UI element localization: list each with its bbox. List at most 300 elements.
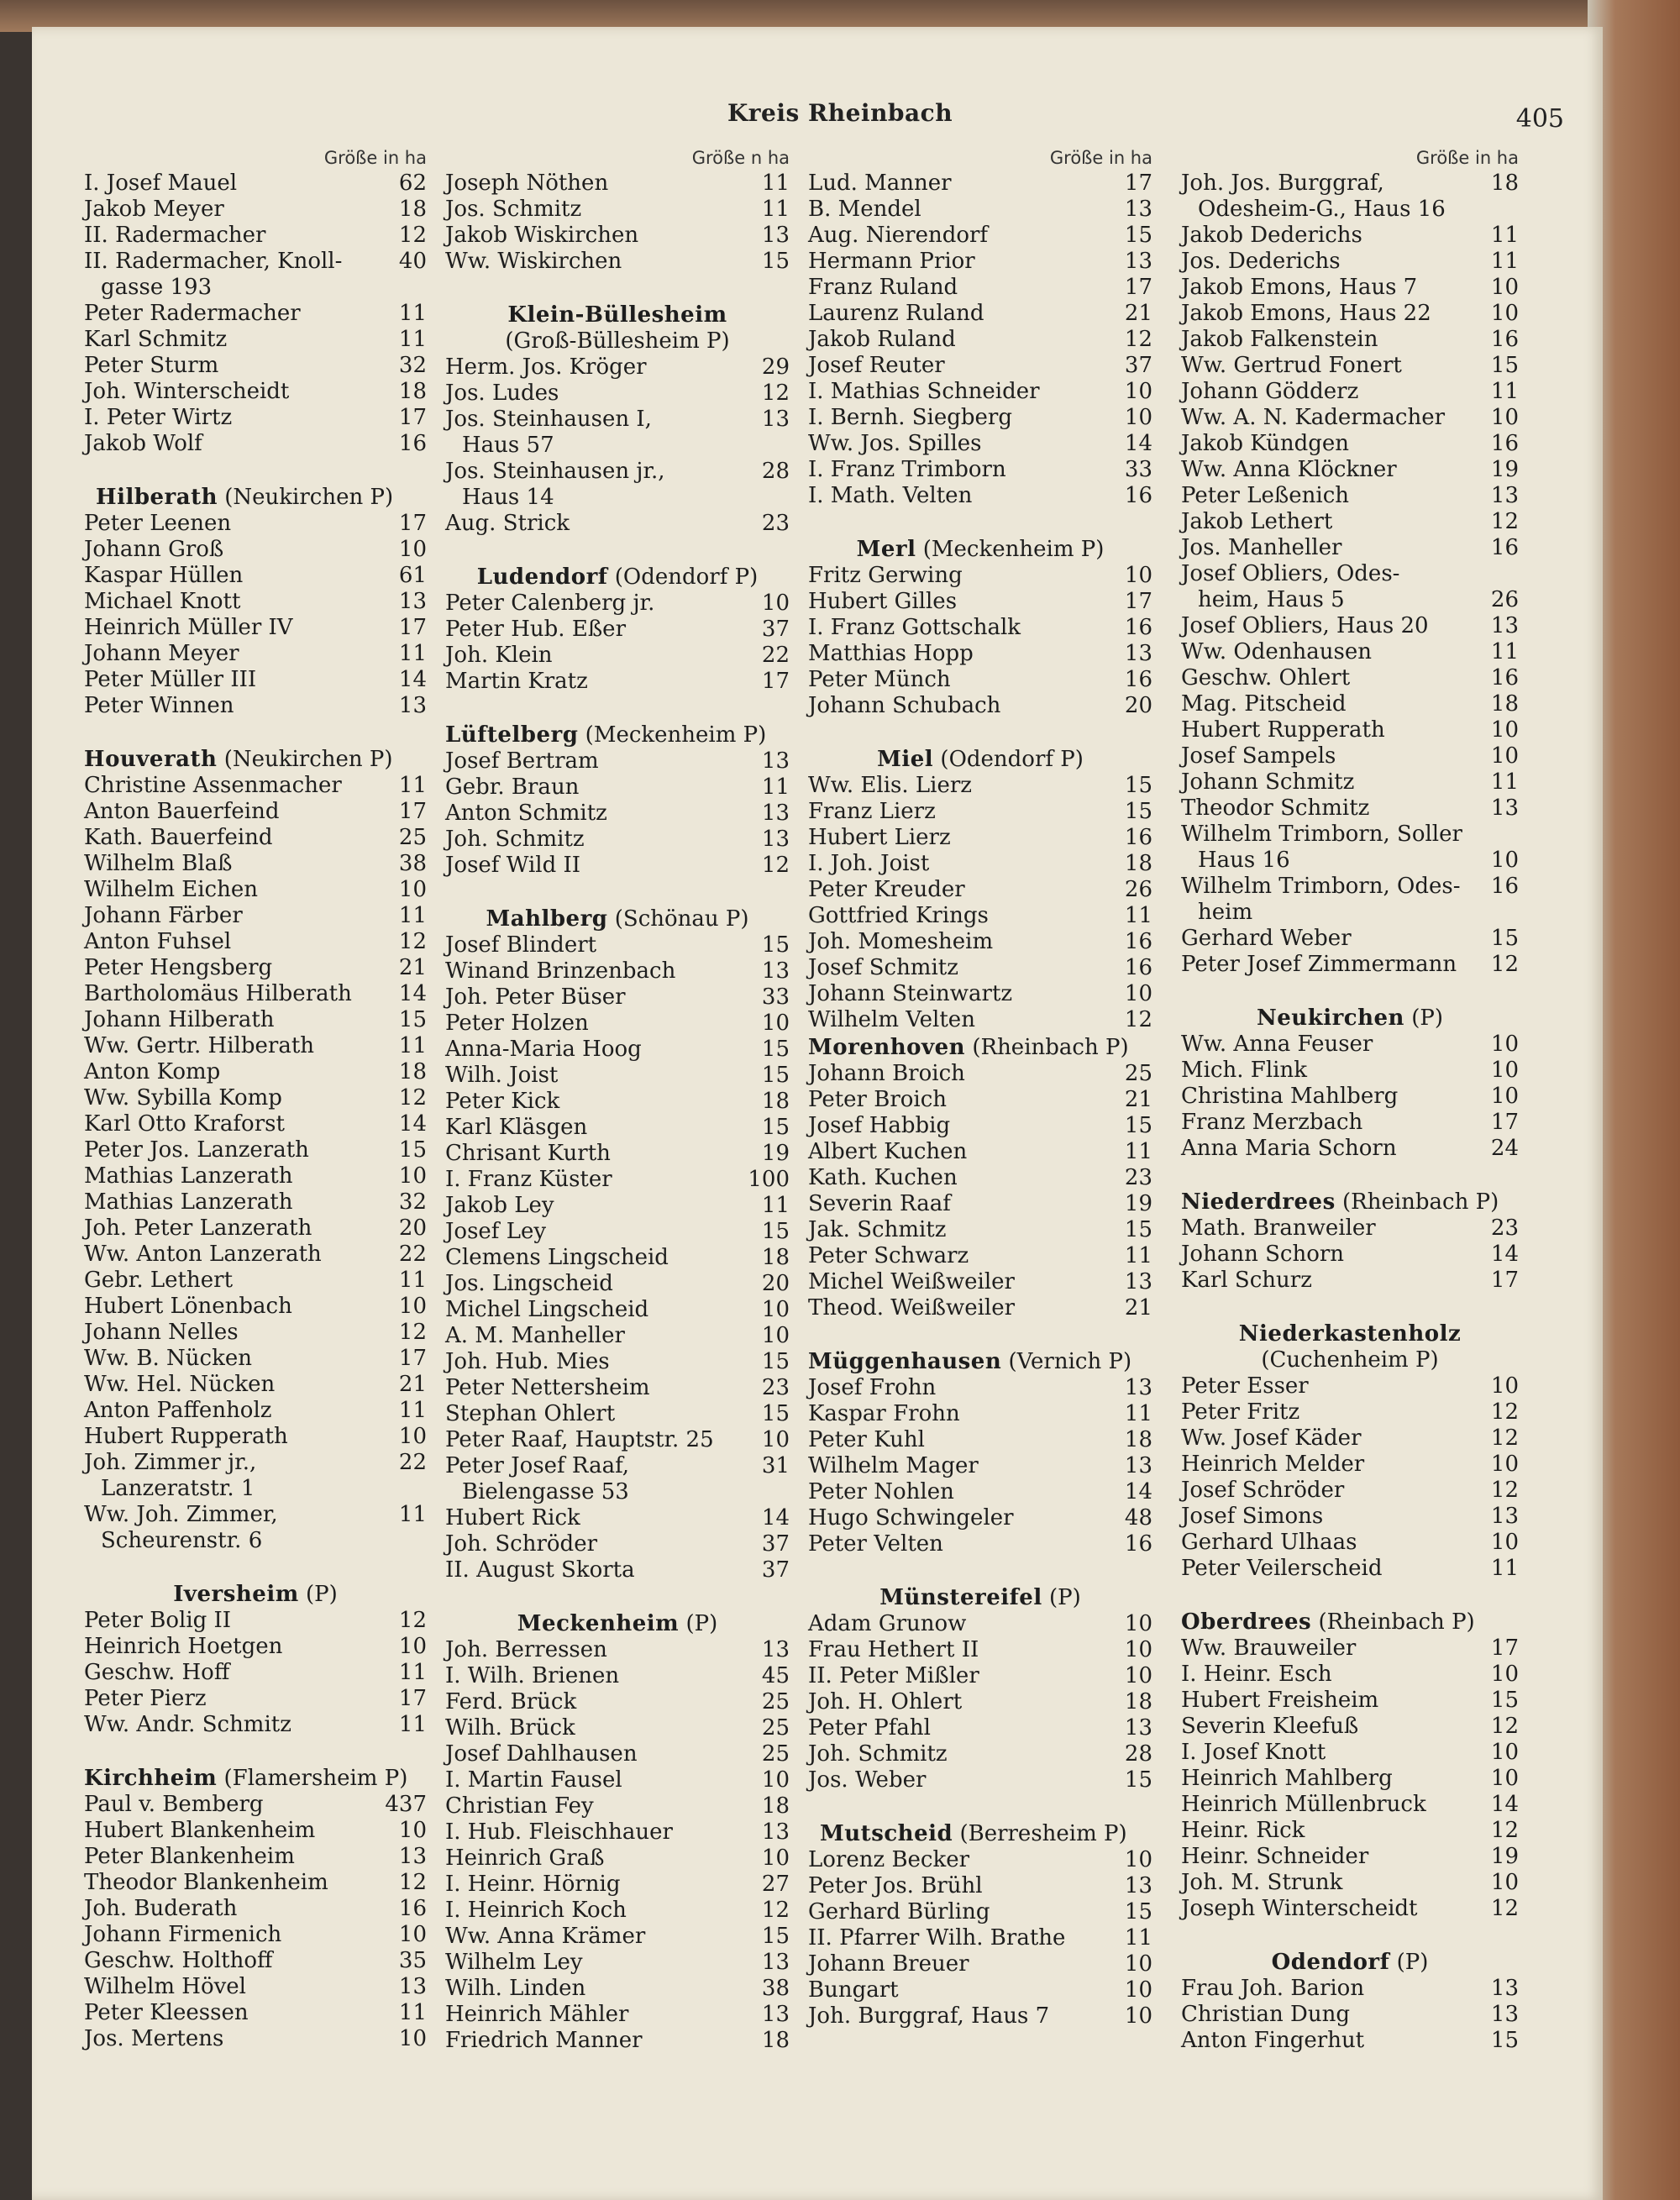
entry-row [808,1767,1152,1793]
entry-size: 11 [1124,1925,1152,1951]
entry-name: Jakob Wolf [84,431,202,456]
entry-size: 28 [761,459,790,484]
entry-size: 11 [1490,769,1519,795]
entry-size: 18 [1490,691,1519,717]
entry-name: Heinr. Rick [1181,1818,1305,1843]
entry-size: 11 [398,1398,427,1423]
entry-size: 16 [1124,955,1152,980]
entry-name: Wilhelm Hövel [84,1974,246,1999]
entry-size: 25 [761,1689,790,1714]
entry-name: Wilh. Linden [445,1976,586,2001]
entry-row [1181,275,1519,301]
entry-row [1181,1268,1519,1294]
entry-name: Johann Breuer [808,1951,969,1977]
entry-name: Michael Knott [84,589,241,614]
entry-size: 17 [1490,1268,1519,1293]
entry-row [1181,1373,1519,1399]
entry-row [84,877,427,903]
entry-size: 12 [1124,327,1152,352]
entry-size: 20 [761,1271,790,1296]
entry-name: Joh. M. Strunk [1181,1870,1343,1895]
entry-size: 26 [1124,877,1152,902]
entry-size: 12 [761,1898,790,1923]
section-heading: Odendorf (P) [1271,1950,1429,1975]
entry-size: 23 [761,511,790,536]
entry-size: 15 [761,1037,790,1062]
entry-name: Josef Schmitz [808,955,958,980]
entry-size: 17 [398,1686,427,1711]
entry-size: 10 [1490,1740,1519,1765]
entry-name: Hubert Lierz [808,825,951,850]
entry-size: 11 [761,197,790,222]
entry-size: 12 [1490,952,1519,977]
entry-row [1181,1714,1519,1740]
entry-name: Joh. Peter Büser [445,984,626,1010]
column-header: Größe n ha [691,148,790,168]
entries [445,354,790,537]
entry-row [445,617,790,643]
entry-name: A. M. Manheller [445,1323,625,1348]
entry-size: 10 [1490,1058,1519,1083]
entry-row [808,1269,1152,1295]
entry-size: 10 [398,1634,427,1659]
entry-size: 12 [1490,1478,1519,1503]
entry-size: 10 [761,1323,790,1348]
entry-name: Haus 16 [1198,848,1290,873]
entry-size: 14 [1490,1792,1519,1817]
entry-row [1181,587,1519,613]
entry-row [1181,301,1519,327]
entry-size: 17 [1124,589,1152,614]
entry-size: 12 [398,223,427,248]
entry-row [1181,900,1519,926]
entry-size: 15 [761,249,790,274]
entry-size: 15 [1124,773,1152,798]
entry-row [808,667,1152,693]
entry-name: Joh. Zimmer jr., [84,1450,257,1475]
entry-row [1181,926,1519,952]
entry-row [84,1346,427,1372]
entry-name: Adam Grunow [808,1611,967,1636]
entry-row [1181,1556,1519,1582]
entry-name: Gerhard Bürling [808,1899,990,1924]
entry-row [808,1217,1152,1243]
entry-size: 13 [398,1974,427,1999]
entry-size: 18 [1124,851,1152,876]
entries [445,1637,790,2054]
entry-name: Joh. Klein [445,643,553,668]
entry-name: Heinr. Schneider [1181,1844,1369,1869]
entries [1181,1216,1519,1294]
entry-name: Jos. Mertens [84,2026,224,2051]
entry-name: Paul v. Bemberg [84,1792,264,1817]
entry-name: Mathias Lanzerath [84,1189,293,1215]
entry-name: Severin Raaf [808,1191,951,1216]
entry-name: Wilhelm Ley [445,1950,583,1975]
entries [445,591,790,695]
entry-name: Peter Nettersheim [445,1375,650,1400]
entry-name: I. Heinrich Koch [445,1898,627,1923]
entry-row [445,354,790,381]
entry-size: 21 [1124,301,1152,326]
entry-size: 13 [761,827,790,852]
entry-row [84,1424,427,1450]
entry-name: Christian Dung [1181,2002,1350,2027]
section-heading: Merl (Meckenheim P) [856,537,1105,562]
entry-name: Geschw. Hoff [84,1660,230,1685]
entries [84,773,427,1554]
section-heading: Ludendorf (Odendorf P) [476,564,759,590]
entry-name: Johann Broich [808,1061,965,1086]
entry-name: I. Martin Fausel [445,1767,622,1793]
entry-row [808,1925,1152,1951]
entry-name: Anton Fuhsel [84,929,232,954]
entry-row [1181,874,1519,900]
entry-name: Gerhard Weber [1181,926,1352,951]
entry-name: Ww. Elis. Lierz [808,773,972,798]
entry-row [1181,795,1519,822]
entry-name: Jakob Wiskirchen [445,223,639,248]
entry-size [753,485,790,511]
entry-size: 22 [398,1450,427,1475]
entry-row [808,1375,1152,1401]
entry-size: 11 [1490,1556,1519,1581]
entry-name: Josef Obliers, Haus 20 [1181,613,1429,638]
column-3 [808,148,1152,2029]
entry-size: 18 [398,379,427,404]
entry-row [84,223,427,249]
entry-size: 12 [761,853,790,878]
entry-name: Johann Firmenich [84,1922,282,1947]
entry-size: 10 [1124,1977,1152,2003]
entry-size: 26 [1490,587,1519,612]
entry-row [808,353,1152,379]
entry-row [445,801,790,827]
entry-row [1181,223,1519,249]
entry-name: Wilhelm Mager [808,1453,979,1478]
entry-row [84,327,427,353]
entry-name: Franz Lierz [808,799,936,824]
entry-row [84,537,427,563]
entry-row [445,1297,790,1323]
entry-row [84,667,427,693]
entry-row [84,1974,427,2000]
entry-size: 16 [1124,929,1152,954]
entry-row [445,459,790,485]
entry-size: 18 [761,1089,790,1114]
entry-row [84,1712,427,1738]
entry-size: 27 [761,1872,790,1897]
entry-size: 25 [398,825,427,850]
entry-name: Johann Gödderz [1181,379,1359,404]
entry-name: Karl Kläsgen [445,1115,588,1140]
entry-name: I. Franz Gottschalk [808,615,1021,640]
entry-name: Ww. Anna Feuser [1181,1032,1373,1057]
entry-name: Peter Schwarz [808,1243,969,1268]
entry-name: Mich. Flink [1181,1058,1307,1083]
entry-name: Jakob Emons, Haus 7 [1181,275,1418,300]
entry-row [808,981,1152,1007]
entry-row [1181,639,1519,665]
entry-row [445,1245,790,1271]
entry-row [808,1637,1152,1663]
entry-name: Joh. Momesheim [808,929,994,954]
entry-name: Johann Schmitz [1181,769,1355,795]
entry-size: 11 [1490,379,1519,404]
entry-size: 12 [1124,1007,1152,1032]
entry-name: I. Franz Trimborn [808,457,1006,482]
entry-row [808,171,1152,197]
entry-name: Wilhelm Velten [808,1007,975,1032]
entry-name: Ww. Brauweiler [1181,1636,1357,1661]
entry-size: 15 [1124,1217,1152,1242]
entry-size: 15 [1490,2028,1519,2053]
entry-name: Karl Schurz [1181,1268,1312,1293]
entry-name: Wilh. Brück [445,1715,575,1741]
entry-size: 61 [398,563,427,588]
entry-row [84,825,427,851]
entry-row [445,1793,790,1819]
entry-row [445,511,790,537]
entry-size: 17 [1490,1110,1519,1135]
entry-size: 25 [761,1715,790,1741]
entry-size: 15 [1124,1113,1152,1138]
entry-row [84,693,427,719]
entry-name: Heinrich Mähler [445,2002,629,2027]
entry-size: 11 [398,903,427,928]
entry-name: Anna Maria Schorn [1181,1136,1397,1161]
entry-name: Ww. Joh. Zimmer, [84,1502,278,1527]
entry-size: 13 [1490,1976,1519,2001]
column-4 [1181,148,1519,2054]
entry-name: Peter Kleessen [84,2000,249,2025]
entry-row [808,1453,1152,1479]
entries [445,171,790,275]
entry-size [390,1528,427,1554]
entry-row [84,353,427,379]
running-title: Kreis Rheinbach [727,99,953,127]
entry-row [808,457,1152,483]
entry-size: 10 [1490,1452,1519,1477]
entry-size: 12 [1490,1714,1519,1739]
section-heading: Müggenhausen (Vernich P) [808,1349,1132,1374]
entries [445,932,790,1583]
entry-name: Christine Assenmacher [84,773,342,798]
entry-name: I. Mathias Schneider [808,379,1040,404]
entry-size: 16 [1490,665,1519,690]
entry-size: 11 [398,1268,427,1293]
entry-row [1181,1110,1519,1136]
entry-row [84,405,427,431]
entry-row [1181,2002,1519,2028]
entry-name: heim, Haus 5 [1198,587,1345,612]
entry-size: 13 [1490,2002,1519,2027]
entries [1181,1032,1519,1162]
entry-name: Jos. Schmitz [445,197,582,222]
entry-size: 12 [1490,1426,1519,1451]
entry-name: I. Franz Küster [445,1167,612,1192]
entry-size: 13 [1490,795,1519,821]
entry-name: Herm. Jos. Kröger [445,354,647,380]
entry-size: 14 [398,1111,427,1137]
entry-size: 10 [398,2026,427,2051]
entry-name: Jos. Steinhausen I, [445,407,652,432]
entry-row [84,511,427,537]
section-parish: (Groß-Büllesheim P) [505,328,730,354]
entry-size: 17 [1124,275,1152,300]
entry-name: Peter Hub. Eßer [445,617,626,642]
entry-name: Anton Paffenholz [84,1398,272,1423]
column-header: Größe in ha [1415,148,1519,168]
entry-size: 37 [761,1557,790,1583]
entry-name: Peter Bolig II [84,1608,232,1633]
entry-size: 15 [761,1401,790,1426]
entry-name: Math. Branweiler [1181,1216,1376,1241]
entry-name: Peter Leenen [84,511,232,536]
section-heading: Morenhoven (Rheinbach P) [808,1035,1129,1060]
entry-name: Joh. Hub. Mies [445,1349,610,1374]
entry-name: Joh. Burggraf, Haus 7 [808,2003,1050,2029]
entry-row [808,1061,1152,1087]
entry-row [1181,613,1519,639]
entry-row [1181,1740,1519,1766]
entry-size: 20 [398,1216,427,1241]
entry-name: Peter Sturm [84,353,219,378]
entry-size: 16 [398,431,427,456]
entry-size: 17 [398,511,427,536]
entry-row [808,327,1152,353]
entry-name: Hugo Schwingeler [808,1505,1014,1531]
entry-name: Ww. Wiskirchen [445,249,622,274]
entry-size: 22 [398,1242,427,1267]
entry-size: 31 [761,1453,790,1478]
entry-name: Hubert Rupperath [1181,717,1385,743]
entry-size: 10 [1490,1032,1519,1057]
entry-size: 100 [748,1167,790,1192]
entry-name: Anton Bauerfeind [84,799,280,824]
entry-size: 21 [1124,1087,1152,1112]
entry-size: 12 [1490,1896,1519,1921]
entry-size: 14 [398,667,427,692]
entry-row [1181,197,1519,223]
entry-row [445,1453,790,1479]
entry-name: Gottfried Krings [808,903,989,928]
entry-size: 10 [1124,379,1152,404]
entry-size: 12 [398,1320,427,1345]
entry-size: 10 [761,1427,790,1452]
entries [808,563,1152,719]
entry-name: Theod. Weißweiler [808,1295,1016,1321]
entry-name: Karl Otto Kraforst [84,1111,285,1137]
entry-size: 10 [1490,1662,1519,1687]
entry-size: 15 [761,1115,790,1140]
entry-row [1181,1976,1519,2002]
entry-row [1181,1504,1519,1530]
entry-row [808,1007,1152,1033]
entry-row [84,301,427,327]
entry-row [1181,509,1519,535]
entry-size: 33 [1124,457,1152,482]
entry-row [1181,1896,1519,1922]
entry-name: Joh. Peter Lanzerath [84,1216,312,1241]
entry-size: 15 [761,1063,790,1088]
entry-row [1181,249,1519,275]
entry-size: 25 [761,1741,790,1767]
entry-size: 40 [398,249,427,274]
entry-name: Ww. B. Nücken [84,1346,253,1371]
entry-row [445,932,790,958]
entry-size: 11 [761,171,790,196]
entry-size: 13 [761,801,790,826]
entry-name: Peter Calenberg jr. [445,591,655,616]
entry-size: 17 [761,669,790,694]
entry-row [84,903,427,929]
entry-size: 15 [398,1137,427,1163]
entry-name: Wilh. Joist [445,1063,559,1088]
entry-name: Johann Schubach [808,693,1001,718]
entry-row [1181,1530,1519,1556]
entry-size: 18 [1124,1427,1152,1452]
entry-row [84,1320,427,1346]
entry-name: Heinrich Hoetgen [84,1634,283,1659]
entry-size: 11 [398,301,427,326]
entry-size: 11 [1124,1243,1152,1268]
entry-size: 10 [1124,2003,1152,2029]
entry-name: Stephan Ohlert [445,1401,616,1426]
entry-name: Geschw. Ohlert [1181,665,1351,690]
entry-name: Heinrich Graß [445,1846,605,1871]
entry-size: 15 [398,1007,427,1032]
entry-size: 11 [1490,249,1519,274]
entry-size: 17 [398,615,427,640]
entry-size: 13 [1124,249,1152,274]
section-heading: Mahlberg (Schönau P) [486,906,749,932]
entry-name: Johann Groß [84,537,224,562]
entry-size: 11 [398,2000,427,2025]
entry-name: Scheurenstr. 6 [101,1528,263,1553]
entry-name: Josef Sampels [1181,743,1336,769]
entry-name: Ww. Odenhausen [1181,639,1372,664]
entry-name: Peter Winnen [84,693,234,718]
entry-row [445,2002,790,2028]
entry-size: 14 [1124,431,1152,456]
entry-row [445,1219,790,1245]
section-heading: Oberdrees (Rheinbach P) [1181,1609,1475,1635]
entry-size: 16 [1124,825,1152,850]
entry-name: Christina Mahlberg [1181,1084,1399,1109]
entry-size: 13 [761,2002,790,2027]
entry-size [1482,197,1519,223]
entry-row [1181,1426,1519,1452]
entries [445,748,790,879]
entry-size [390,1476,427,1502]
entry-name: Hubert Blankenheim [84,1818,316,1843]
entries [808,773,1152,1033]
entry-row [1181,1242,1519,1268]
entry-size: 24 [1490,1136,1519,1161]
entry-row [445,1819,790,1846]
entry-row [808,773,1152,799]
entry-row [445,1479,790,1505]
entry-size: 13 [1124,1453,1152,1478]
entry-row [84,1660,427,1686]
entry-size: 32 [398,1189,427,1215]
entry-row [445,1349,790,1375]
entry-name: Jos. Dederichs [1181,249,1341,274]
entry-row [1181,717,1519,743]
entries [1181,1976,1519,2054]
entry-row [84,929,427,955]
